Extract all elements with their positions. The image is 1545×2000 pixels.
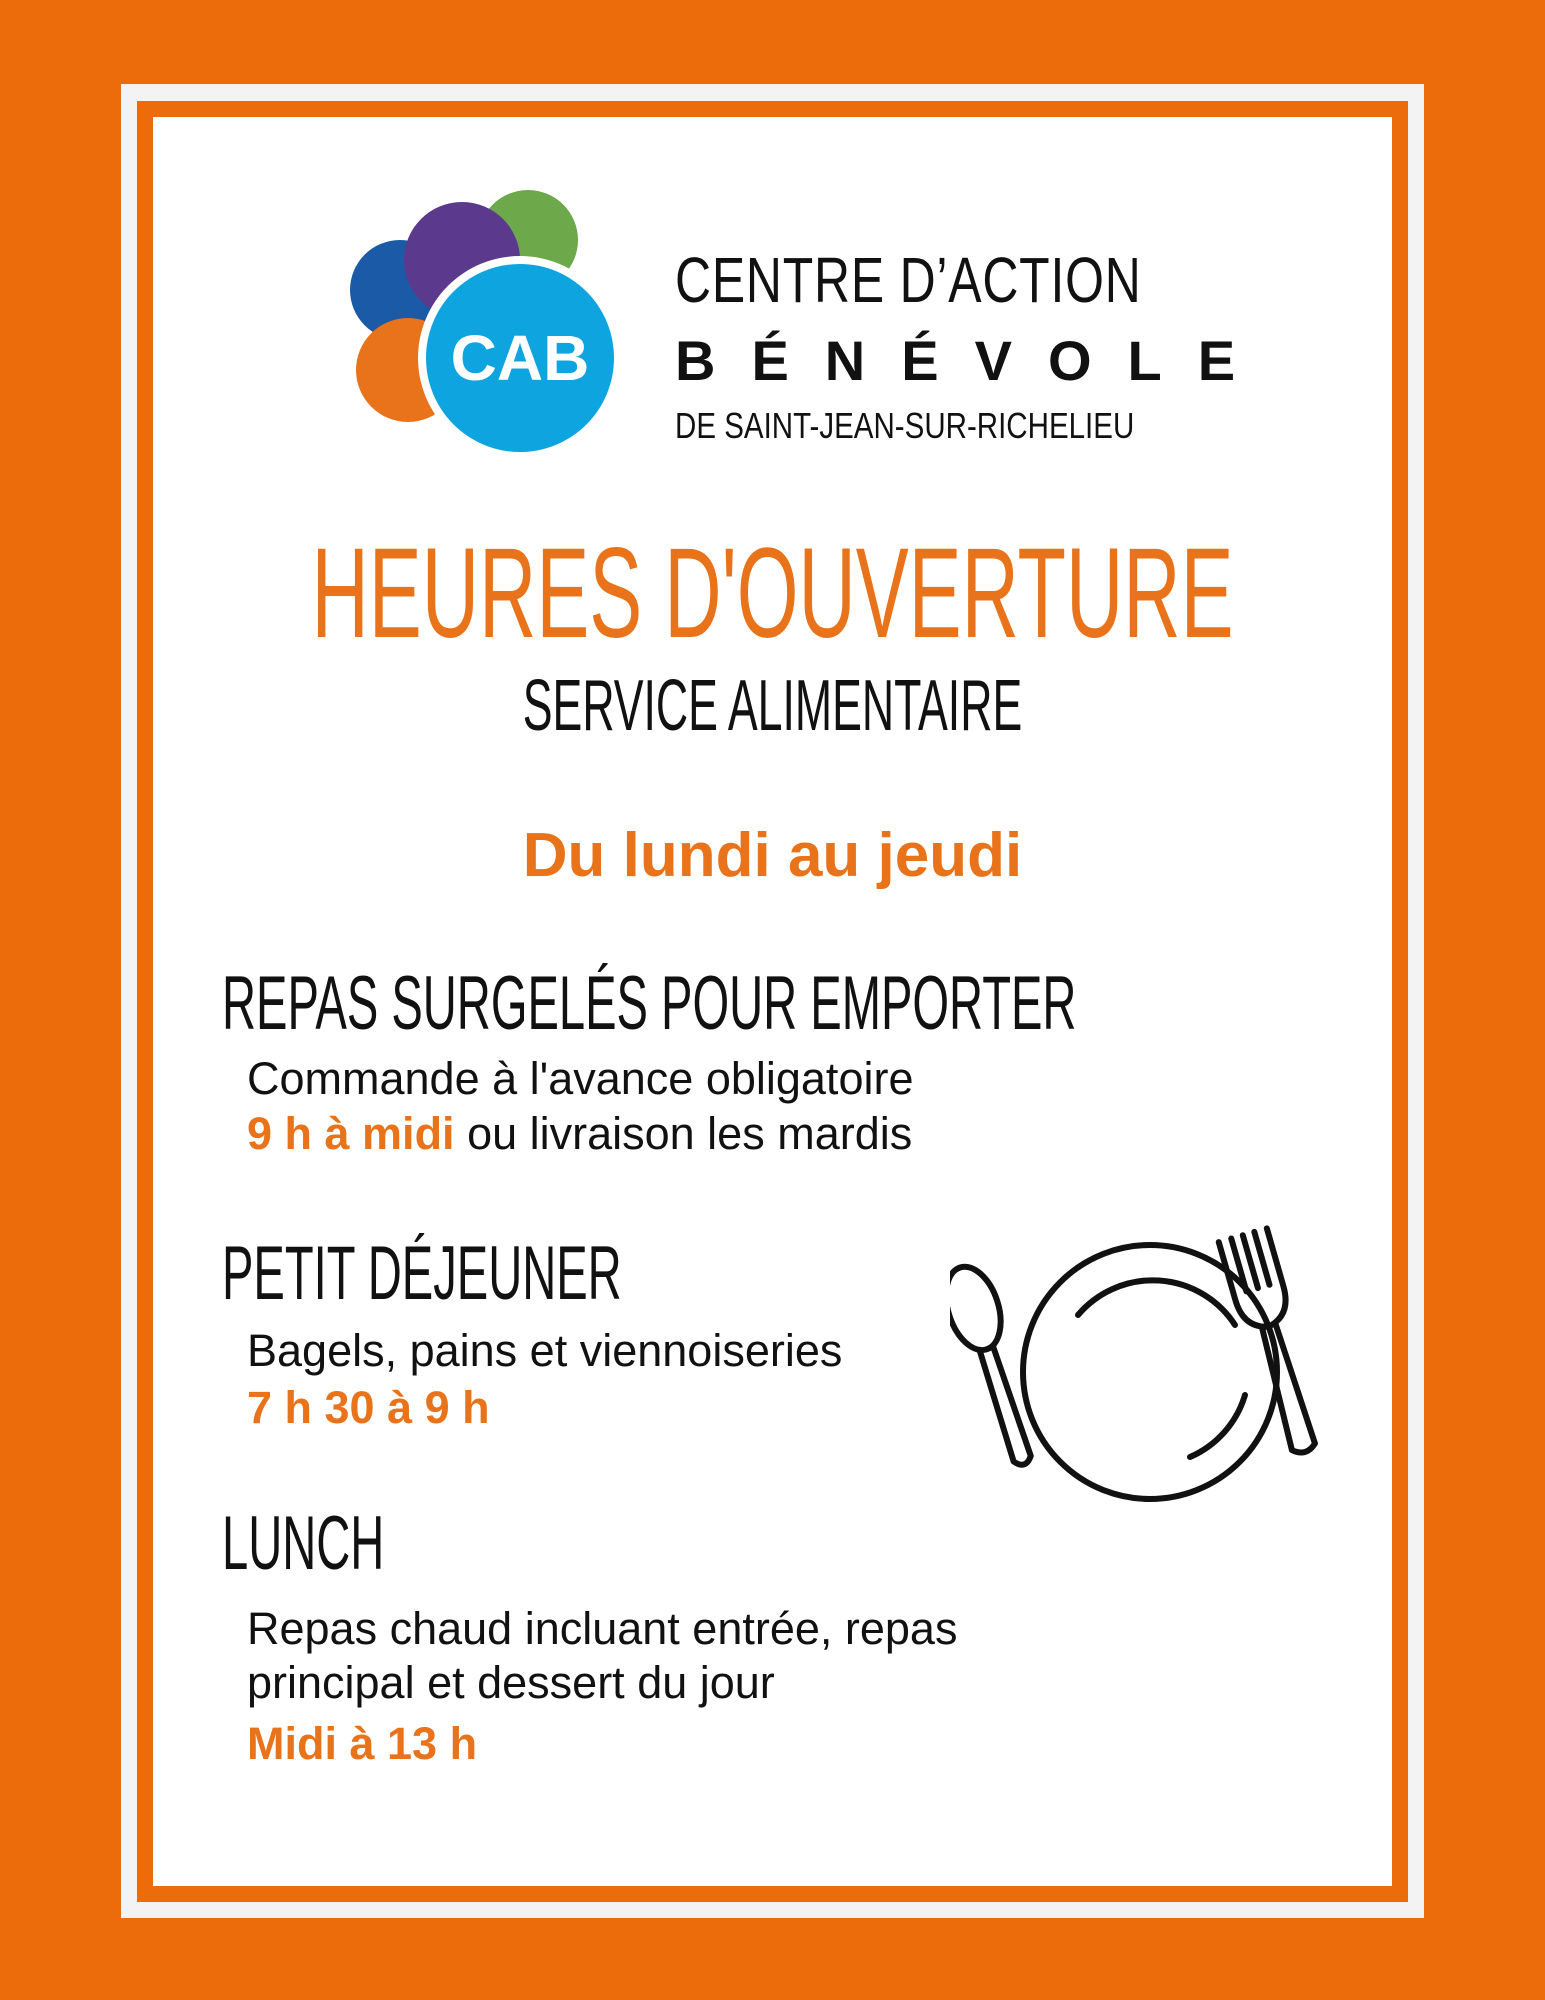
section-heading-lunch: LUNCH <box>222 1501 385 1586</box>
section-breakfast-line1: Bagels, pains et viennoiseries <box>247 1325 843 1376</box>
section-frozen-meals-line1: Commande à l'avance obligatoire <box>247 1053 914 1104</box>
plate-inner-arc <box>1078 1280 1235 1325</box>
plate-inner-arc-2 <box>1190 1395 1245 1457</box>
org-name-line2: BÉNÉVOLE <box>675 329 1272 392</box>
spoon <box>950 1260 1048 1472</box>
cab-logo-icon <box>350 190 630 470</box>
section-heading-frozen-meals: REPAS SURGELÉS POUR EMPORTER <box>222 961 1077 1046</box>
page-subtitle: SERVICE ALIMENTAIRE <box>522 666 1023 746</box>
section-breakfast-hours: 7 h 30 à 9 h <box>247 1382 490 1433</box>
org-name-line1: CENTRE D’ACTION <box>675 244 1142 316</box>
section-frozen-meals-hours-line <box>247 1108 912 1160</box>
section-frozen-meals-hours: 9 h à midi <box>247 1108 455 1159</box>
section-lunch-hours: Midi à 13 h <box>247 1718 478 1769</box>
section-heading-breakfast: PETIT DÉJEUNER <box>222 1231 622 1316</box>
section-lunch-line2: principal et dessert du jour <box>247 1657 775 1708</box>
days-label: Du lundi au jeudi <box>522 821 1023 890</box>
section-lunch-line1: Repas chaud incluant entrée, repas <box>247 1603 958 1654</box>
org-name-line3: DE SAINT-JEAN-SUR-RICHELIEU <box>675 405 1135 446</box>
plate-fork-spoon-icon <box>950 1225 1350 1525</box>
logo-text: CAB <box>450 322 590 394</box>
section-frozen-meals-hours-suffix: ou livraison les mardis <box>454 1108 913 1159</box>
page-title: HEURES D'OUVERTURE <box>311 522 1234 665</box>
